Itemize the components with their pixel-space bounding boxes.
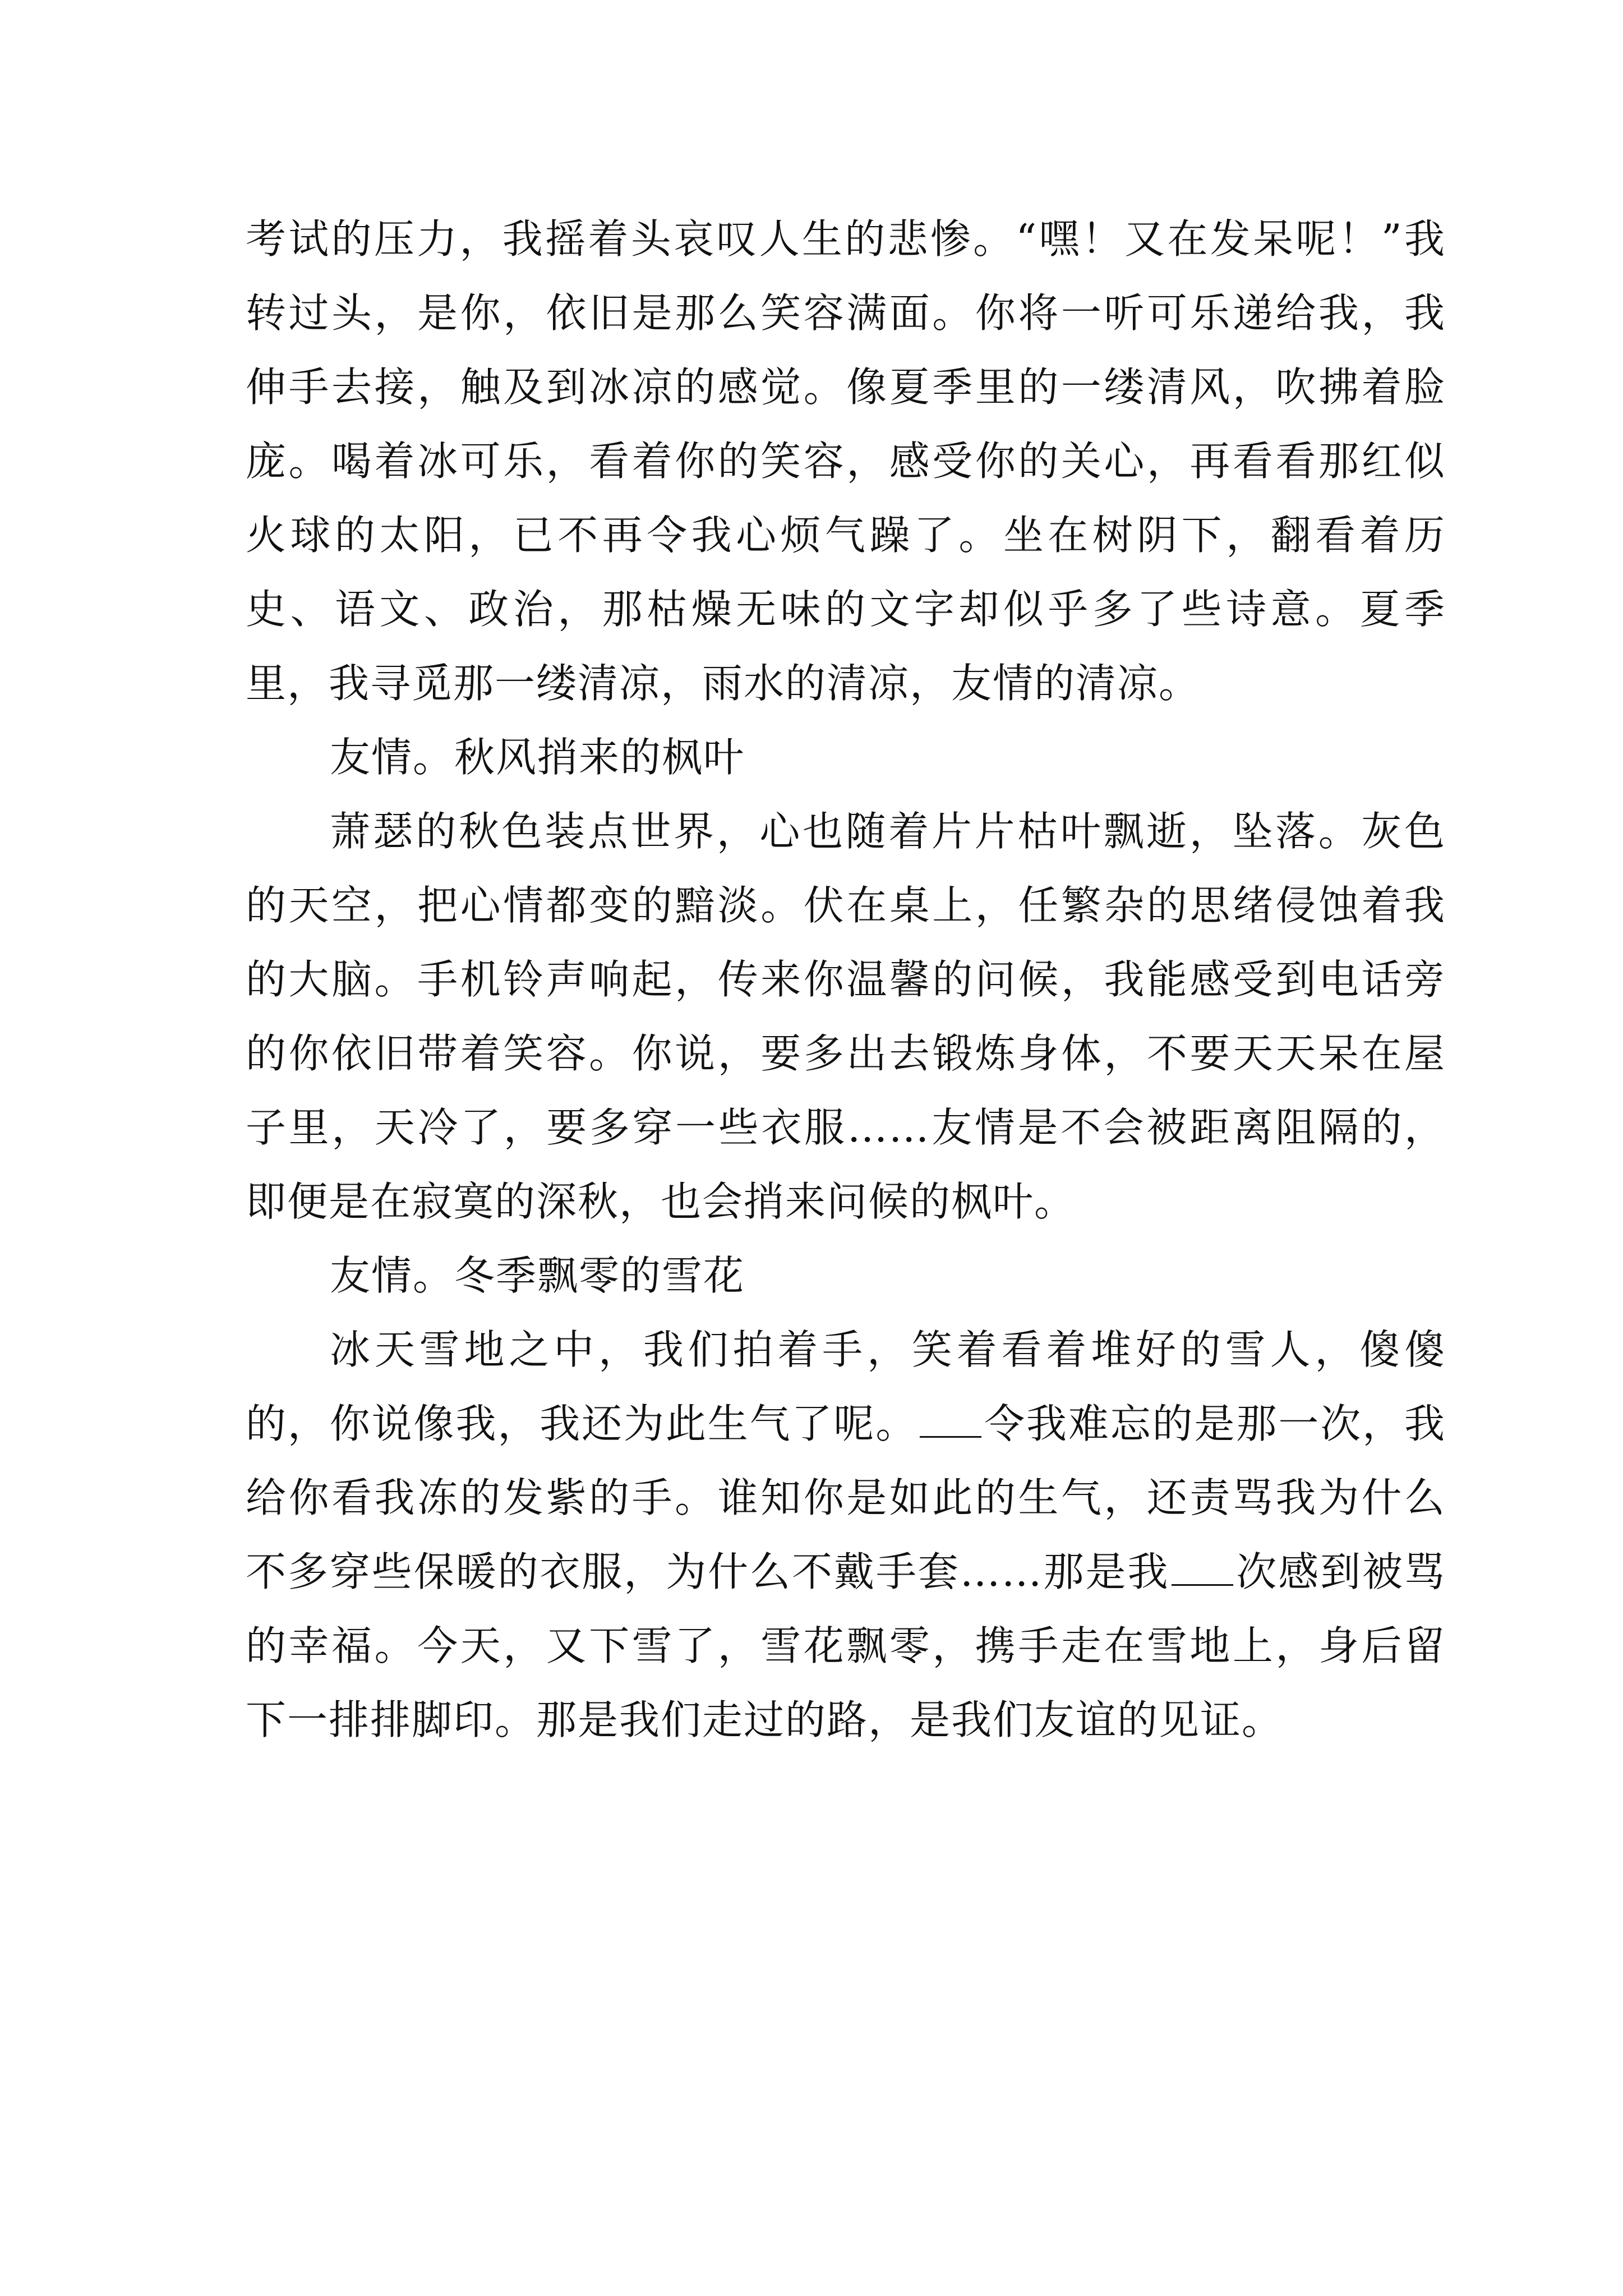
paragraph-summer: 考试的压力，我摇着头哀叹人生的悲惨。“嘿！又在发呆呢！”我转过头，是你，依旧是那么笑容满面。你将一听可乐递给我，我伸手去接，触及到冰凉的感觉。像夏季里的一缕清风，吹拂着脸庞。喝着冰可乐，看着你的笑容，感受你的关心，再看看那红似火球的太阳，已不再令我心烦气躁了。坐在树阴下，翻看着历史、语文、政治，那枯燥无味的文字却似乎多了些诗意。夏季里，我寻觅那一缕清凉，雨水的清凉，友情的清凉。 <box>246 215 1446 707</box>
paragraph-autumn: 萧瑟的秋色装点世界，心也随着片片枯叶飘逝，坠落。灰色的天空，把心情都变的黯淡。伏在桌上，任繁杂的思绪侵蚀着我的大脑。手机铃声响起，传来你温馨的问候，我能感受到电话旁的你依旧带着笑容。你说，要多出去锻炼身体，不要天天呆在屋子里，天冷了，要多穿一些衣服……友情是不会被距离阻隔的，即便是在寂寞的深秋，也会捎来问候的枫叶。 <box>246 808 1446 1225</box>
heading-winter: 友情。冬季飘零的雪花 <box>330 1252 745 1299</box>
fill-blank-2 <box>1172 1550 1233 1586</box>
fill-blank-1 <box>920 1402 981 1438</box>
paragraph-winter-part-2: 令我难忘的是那一次，我给你看我冻的发紫的手。谁知你是如此的生气，还责骂我为什么不多穿些保暖的衣服，为什么不戴手套……那是我 <box>246 1400 1446 1595</box>
heading-autumn: 友情。秋风捎来的枫叶 <box>330 734 745 781</box>
paragraph-winter <box>246 1313 1446 1757</box>
document-body <box>246 202 1446 1757</box>
paragraph-winter-part-1: 冰天雪地之中，我们拍着手，笑着看着堆好的雪人，傻傻的，你说像我，我还为此生气了呢。 <box>246 1326 1446 1447</box>
paragraph-winter-part-3: 次感到被骂的幸福。今天，又下雪了，雪花飘零，携手走在雪地上，身后留下一排排脚印。那是我们走过的路，是我们友谊的见证。 <box>246 1548 1446 1743</box>
